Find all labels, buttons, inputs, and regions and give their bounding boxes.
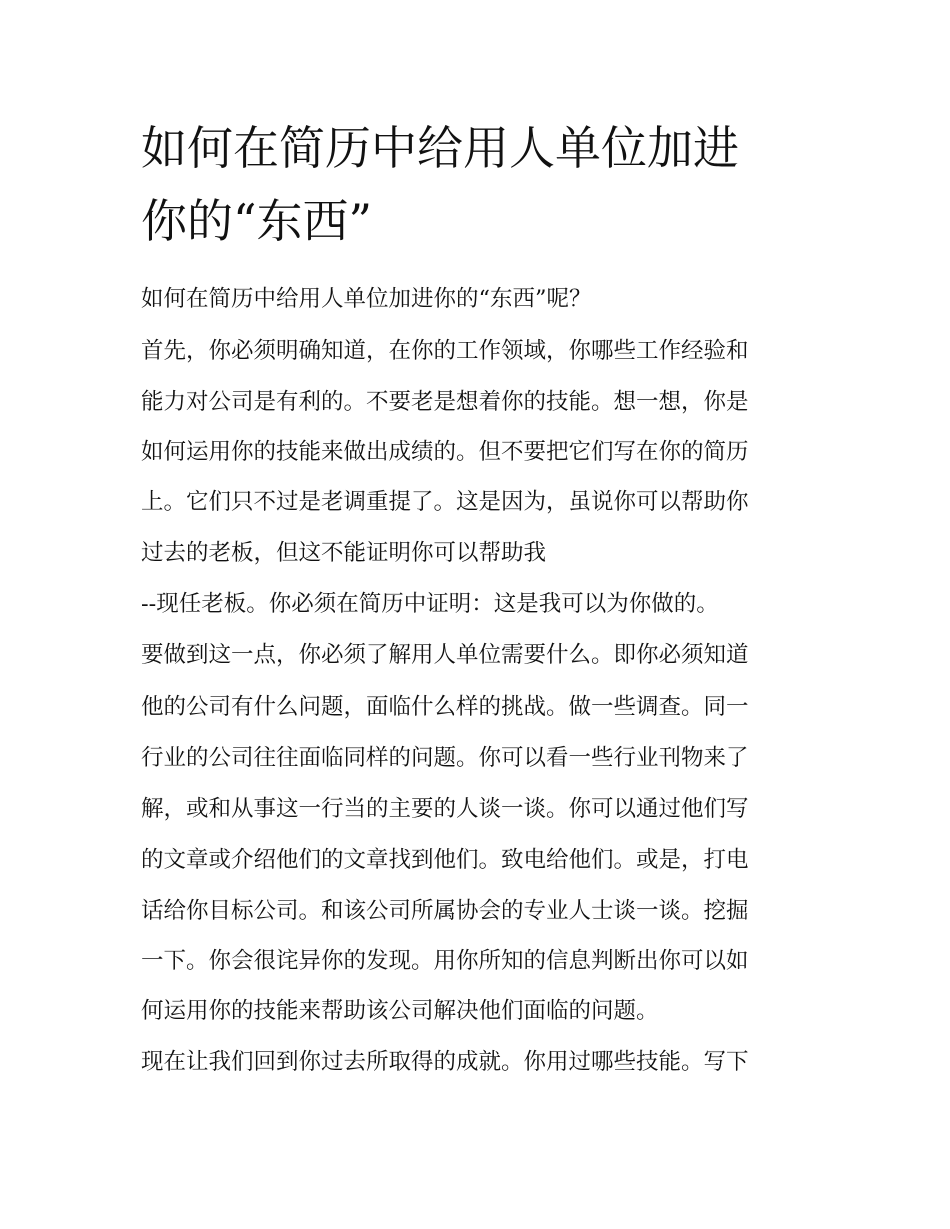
body-line-1: 如何在简历中给用人单位加进你的“东西”呢？: [141, 286, 592, 312]
body-line-2: 首先，你必须明确知道，在你的工作领域，你哪些工作经验和: [141, 338, 749, 364]
document-title: [141, 112, 831, 258]
body-line-7: --现任老板。你必须在简历中证明：这是我可以为你做的。: [141, 591, 719, 617]
body-line-12: 的文章或介绍他们的文章找到他们。致电给他们。或是，打电: [141, 847, 749, 873]
body-line-13: 话给你目标公司。和该公司所属协会的专业人士谈一谈。挖掘: [141, 898, 749, 924]
body-line-5: 上。它们只不过是老调重提了。这是因为，虽说你可以帮助你: [141, 489, 749, 515]
title-line-2: 你的“东西”: [141, 194, 373, 248]
body-line-9: 他的公司有什么问题，面临什么样的挑战。做一些调查。同一: [141, 694, 749, 720]
body-line-14: 一下。你会很诧异你的发现。用你所知的信息判断出你可以如: [141, 948, 749, 974]
body-line-10: 行业的公司往往面临同样的问题。你可以看一些行业刊物来了: [141, 745, 749, 771]
body-line-16: 现在让我们回到你过去所取得的成就。你用过哪些技能。写下: [141, 1049, 749, 1075]
body-line-3: 能力对公司是有利的。不要老是想着你的技能。想一想，你是: [141, 389, 749, 415]
body-line-4: 如何运用你的技能来做出成绩的。但不要把它们写在你的简历: [141, 439, 749, 465]
body-line-15: 何运用你的技能来帮助该公司解决他们面临的问题。: [141, 998, 659, 1024]
title-line-1: 如何在简历中给用人单位加进: [141, 121, 739, 175]
body-line-6: 过去的老板，但这不能证明你可以帮助我: [141, 540, 547, 566]
body-line-11: 解，或和从事这一行当的主要的人谈一谈。你可以通过他们写: [141, 796, 749, 822]
body-line-8: 要做到这一点，你必须了解用人单位需要什么。即你必须知道: [141, 642, 749, 668]
